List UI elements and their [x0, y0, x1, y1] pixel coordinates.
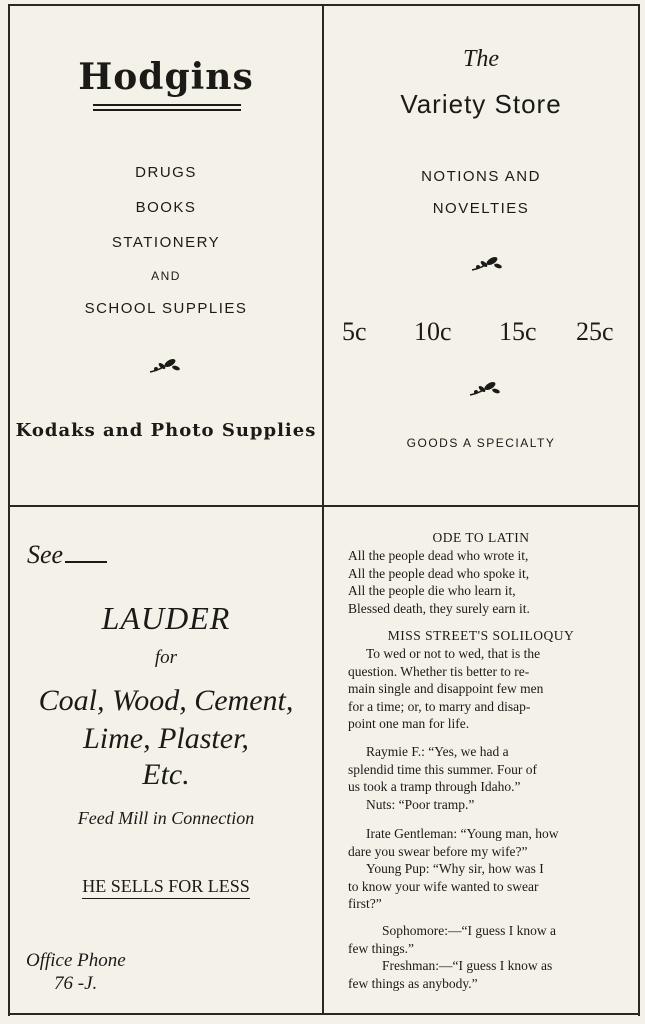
variety-title: Variety Store — [400, 89, 562, 119]
text-line: Young Pup: “Why sir, how was I — [366, 861, 544, 877]
hodgins-ad — [10, 6, 322, 505]
ode-title: ODE TO LATIN — [432, 530, 530, 545]
hodgins-item-books: BOOKS — [135, 199, 197, 216]
ode-poem — [348, 547, 633, 617]
hodgins-title-underline — [93, 104, 241, 106]
text-line: few things as anybody.” — [348, 975, 478, 991]
text-line: for a time; or, to marry and disap- — [348, 698, 531, 714]
lauder-slogan — [10, 876, 322, 897]
text-line: point one man for life. — [348, 716, 470, 732]
lauder-feed-mill: Feed Mill in Connection — [77, 808, 255, 828]
ode-line: All the people dead who wrote it, — [348, 548, 529, 563]
hodgins-item-school-supplies: SCHOOL SUPPLIES — [84, 300, 248, 317]
leaf-ornament-icon — [468, 379, 504, 401]
raymie-joke — [348, 743, 633, 813]
text-line: to know your wife wanted to swear — [348, 878, 539, 894]
ode-line: Blessed death, they surely earn it. — [348, 600, 530, 616]
miss-street-text — [348, 645, 633, 733]
text-line: Irate Gentleman: “Young man, how — [366, 826, 559, 841]
leaf-ornament-icon — [470, 254, 506, 276]
variety-store-ad — [324, 6, 638, 505]
lauder-slogan-text: HE SELLS FOR LESS — [82, 876, 250, 899]
hodgins-item-and: AND — [151, 269, 181, 283]
text-line: first?” — [348, 896, 382, 912]
variety-the: The — [463, 46, 499, 72]
lauder-see-label: See — [27, 540, 64, 569]
variety-line-notions: NOTIONS AND — [421, 168, 541, 185]
lauder-ad — [10, 507, 322, 1013]
text-line: To wed or not to wed, that is the — [366, 646, 541, 661]
text-line: Nuts: “Poor tramp.” — [366, 796, 475, 812]
jokes-column — [324, 507, 638, 1013]
divider-bottom — [8, 1013, 640, 1015]
price-5c: 5c — [342, 317, 367, 346]
hodgins-item-stationery: STATIONERY — [111, 234, 221, 251]
lauder-for: for — [154, 647, 178, 668]
lauder-goods-line3: Etc. — [142, 758, 190, 791]
lauder-see — [27, 540, 107, 570]
variety-footer: GOODS A SPECIALTY — [406, 436, 556, 450]
price-25c: 25c — [576, 317, 614, 346]
variety-line-novelties: NOVELTIES — [432, 200, 530, 217]
text-line: splendid time this summer. Four of — [348, 761, 537, 777]
text-line: us took a tramp through Idaho.” — [348, 779, 521, 795]
text-line: dare you swear before my wife?” — [348, 843, 528, 859]
text-line: Freshman:—“I guess I know as — [382, 958, 553, 974]
lauder-goods-line2: Lime, Plaster, — [83, 722, 249, 755]
hodgins-footer: Kodaks and Photo Supplies — [15, 420, 317, 441]
divider-right — [638, 4, 640, 1016]
text-line: main single and disappoint few men — [348, 681, 544, 697]
irate-joke — [348, 825, 633, 913]
sophomore-joke — [348, 922, 633, 992]
hodgins-item-drugs: DRUGS — [135, 164, 197, 181]
text-line: Raymie F.: “Yes, we had a — [366, 744, 509, 759]
ode-line: All the people dead who spoke it, — [348, 565, 530, 581]
lauder-goods-line1: Coal, Wood, Cement, — [38, 684, 294, 717]
leaf-ornament-icon — [148, 356, 184, 378]
lauder-phone-label: Office Phone — [26, 950, 126, 971]
ode-line: All the people die who learn it, — [348, 583, 516, 599]
price-10c: 10c — [414, 317, 452, 346]
miss-street-title: MISS STREET'S SOLILOQUY — [387, 628, 575, 643]
lauder-see-underline — [65, 561, 107, 563]
price-15c: 15c — [499, 317, 537, 346]
text-line: few things.” — [348, 940, 414, 956]
hodgins-title: Hodgins — [78, 56, 254, 98]
lauder-name: LAUDER — [101, 600, 231, 636]
lauder-phone-number: 76 -J. — [54, 973, 98, 994]
text-line: Sophomore:—“I guess I know a — [382, 923, 556, 938]
text-line: question. Whether tis better to re- — [348, 663, 530, 679]
hodgins-title-underline-2 — [93, 109, 241, 111]
